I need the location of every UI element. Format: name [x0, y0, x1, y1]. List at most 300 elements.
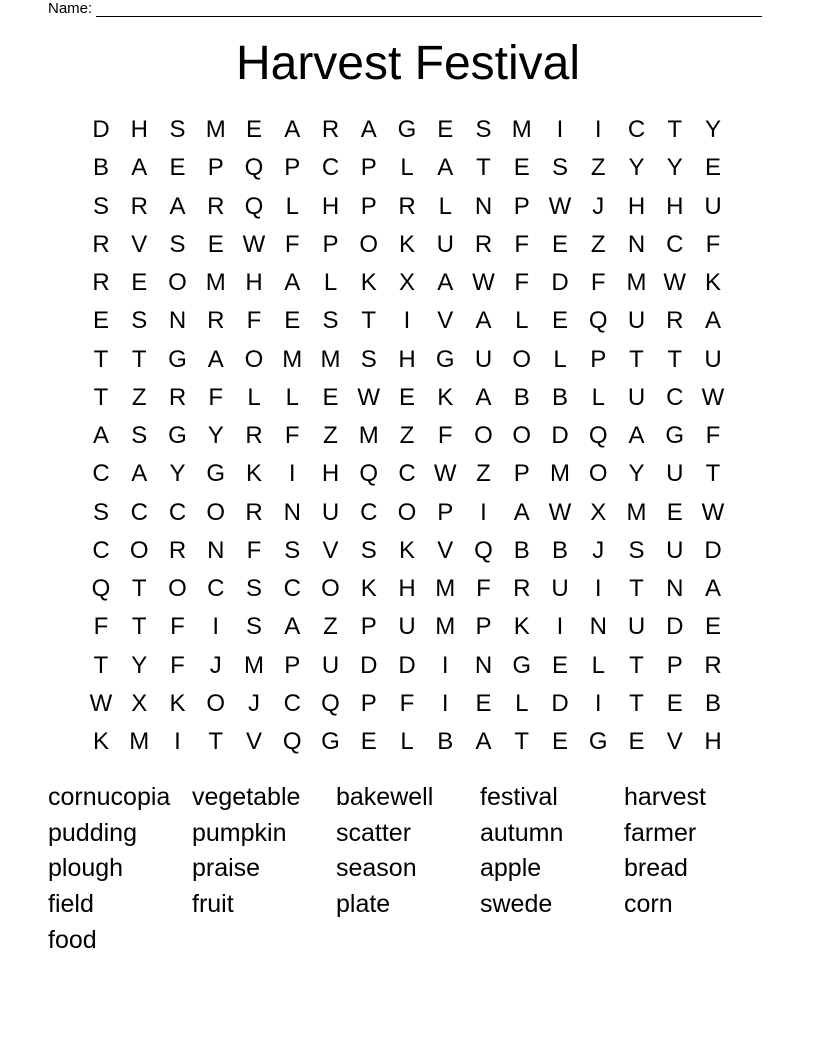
- grid-letter: R: [666, 307, 684, 335]
- grid-letter: J: [592, 192, 605, 220]
- grid-letter: V: [666, 728, 683, 755]
- grid-letter: E: [628, 728, 645, 755]
- grid-letter: A: [131, 460, 148, 488]
- grid-letter: L: [515, 689, 529, 717]
- grid-letter: I: [556, 613, 564, 641]
- grid-letter: S: [169, 230, 186, 258]
- grid-letter: U: [551, 575, 569, 602]
- grid-letter: Y: [131, 651, 148, 679]
- name-label: Name:: [48, 0, 93, 17]
- grid-letter: F: [705, 230, 721, 258]
- grid-letter: G: [168, 422, 187, 449]
- grid-letter: G: [206, 460, 226, 488]
- grid-letter: F: [705, 422, 721, 449]
- grid-letter: S: [360, 536, 377, 564]
- grid-letter: R: [704, 651, 722, 679]
- grid-letter: O: [397, 498, 417, 526]
- grid-letter: Z: [399, 422, 415, 449]
- grid-letter: E: [398, 383, 415, 411]
- grid-letter: W: [548, 192, 572, 220]
- grid-letter: N: [168, 307, 187, 335]
- grid-letter: M: [205, 116, 226, 143]
- grid-letter: E: [475, 689, 492, 717]
- grid-letter: K: [704, 269, 721, 296]
- grid-letter: E: [322, 383, 339, 411]
- grid-letter: O: [206, 689, 226, 717]
- grid-letter: P: [322, 230, 339, 258]
- grid-letter: Z: [323, 422, 338, 449]
- grid-letter: B: [513, 383, 530, 411]
- grid-letter: U: [321, 498, 340, 526]
- grid-letter: T: [629, 689, 644, 717]
- word-list-item: festival: [480, 783, 558, 811]
- grid-letter: R: [168, 383, 187, 411]
- grid-letter: H: [130, 116, 148, 143]
- page-title: Harvest Festival: [235, 37, 581, 90]
- grid-letter: I: [174, 728, 181, 755]
- grid-letter: A: [475, 383, 492, 411]
- grid-letter: L: [591, 383, 605, 411]
- grid-letter: M: [626, 269, 647, 296]
- grid-letter: O: [512, 422, 532, 449]
- grid-letter: C: [168, 498, 187, 526]
- grid-letter: M: [282, 345, 303, 373]
- grid-letter: F: [208, 383, 224, 411]
- grid-letter: A: [513, 498, 530, 526]
- grid-letter: P: [360, 689, 377, 717]
- grid-letter: X: [398, 269, 415, 296]
- grid-letter: H: [321, 192, 340, 220]
- grid-letter: H: [398, 575, 416, 602]
- grid-letter: I: [212, 613, 220, 641]
- grid-letter: A: [437, 269, 454, 296]
- grid-letter: W: [242, 230, 266, 258]
- grid-letter: K: [92, 728, 109, 755]
- grid-letter: B: [437, 728, 454, 755]
- word-list-item: bakewell: [336, 783, 434, 811]
- grid-letter: Z: [476, 460, 491, 488]
- grid-letter: S: [92, 192, 109, 220]
- grid-letter: A: [131, 154, 148, 182]
- grid-letter: I: [441, 651, 449, 679]
- grid-letter: L: [515, 307, 529, 335]
- grid-letter: G: [512, 651, 532, 679]
- grid-letter: O: [168, 575, 187, 602]
- grid-letter: U: [436, 230, 454, 258]
- grid-letter: L: [553, 345, 567, 373]
- grid-letter: T: [705, 460, 721, 488]
- grid-letter: R: [207, 307, 225, 335]
- grid-letter: G: [397, 116, 417, 143]
- grid-letter: F: [246, 307, 262, 335]
- grid-letter: M: [129, 728, 150, 755]
- grid-letter: R: [92, 269, 110, 296]
- grid-letter: E: [666, 689, 683, 717]
- grid-letter: K: [245, 460, 262, 488]
- grid-letter: M: [511, 116, 532, 143]
- grid-letter: A: [704, 575, 721, 602]
- grid-letter: N: [283, 498, 301, 526]
- grid-letter: O: [474, 422, 493, 449]
- grid-letter: U: [321, 651, 340, 679]
- grid-letter: U: [704, 192, 722, 220]
- grid-letter: K: [398, 536, 415, 564]
- grid-letter: P: [284, 154, 301, 182]
- grid-letter: Y: [169, 460, 186, 488]
- grid-letter: S: [245, 575, 262, 602]
- grid-letter: N: [589, 613, 607, 641]
- grid-letter: Q: [244, 154, 264, 182]
- grid-letter: R: [321, 116, 340, 143]
- grid-letter: A: [704, 307, 721, 335]
- grid-letter: X: [131, 689, 148, 717]
- grid-letter: D: [666, 613, 684, 641]
- grid-letter: N: [627, 230, 646, 258]
- grid-letter: N: [666, 575, 684, 602]
- grid-letter: Y: [628, 154, 645, 182]
- grid-letter: P: [360, 613, 377, 641]
- grid-letter: S: [169, 116, 186, 143]
- grid-letter: E: [207, 230, 224, 258]
- grid-letter: T: [629, 651, 644, 679]
- grid-letter: T: [667, 116, 683, 143]
- grid-letter: D: [551, 269, 569, 296]
- grid-letter: D: [551, 689, 569, 717]
- grid-letter: V: [437, 307, 454, 335]
- word-list-item: field: [48, 890, 94, 919]
- grid-letter: P: [513, 192, 530, 220]
- grid-letter: T: [629, 345, 644, 373]
- grid-letter: M: [550, 460, 570, 488]
- grid-letter: B: [513, 536, 530, 564]
- grid-letter: T: [667, 345, 683, 373]
- grid-letter: Q: [282, 728, 302, 755]
- grid-letter: R: [207, 192, 225, 220]
- grid-letter: F: [514, 269, 530, 296]
- grid-letter: P: [284, 651, 301, 679]
- grid-letter: C: [360, 498, 378, 526]
- grid-letter: W: [472, 269, 495, 296]
- grid-letter: T: [131, 345, 147, 373]
- grid-letter: A: [284, 613, 301, 641]
- grid-letter: I: [594, 689, 602, 717]
- grid-letter: G: [665, 422, 685, 449]
- grid-letter: C: [627, 116, 646, 143]
- word-list-item: pumpkin: [192, 818, 287, 847]
- grid-letter: O: [359, 230, 379, 258]
- grid-letter: S: [284, 536, 301, 564]
- grid-letter: W: [89, 689, 113, 717]
- grid-letter: Y: [666, 154, 683, 182]
- grid-letter: M: [320, 345, 341, 373]
- grid-letter: Z: [131, 383, 147, 411]
- grid-letter: O: [588, 460, 608, 488]
- grid-letter: B: [551, 383, 568, 411]
- grid-letter: Q: [321, 689, 340, 717]
- grid-letter: S: [131, 422, 148, 449]
- grid-letter: V: [322, 536, 339, 564]
- grid-letter: I: [480, 498, 487, 526]
- grid-letter: E: [666, 498, 683, 526]
- grid-letter: C: [398, 460, 416, 488]
- grid-letter: D: [92, 116, 110, 143]
- grid-letter: E: [704, 613, 721, 641]
- grid-letter: J: [592, 536, 605, 564]
- grid-letter: S: [92, 498, 109, 526]
- grid-letter: F: [246, 536, 262, 564]
- grid-letter: P: [590, 345, 607, 373]
- grid-letter: V: [245, 728, 262, 755]
- word-list-item: vegetable: [192, 783, 301, 811]
- grid-letter: Y: [207, 422, 224, 449]
- grid-letter: L: [400, 728, 414, 755]
- grid-letter: B: [92, 154, 109, 182]
- grid-letter: P: [666, 651, 683, 679]
- grid-letter: I: [403, 307, 411, 335]
- grid-letter: T: [93, 383, 109, 411]
- word-list-item: cornucopia: [48, 783, 171, 811]
- grid-letter: P: [207, 154, 224, 182]
- grid-letter: C: [207, 575, 225, 602]
- grid-letter: N: [207, 536, 225, 564]
- word-list-item: season: [336, 854, 417, 883]
- grid-letter: F: [93, 613, 109, 641]
- grid-letter: U: [666, 536, 684, 564]
- grid-letter: B: [551, 536, 568, 564]
- grid-letter: H: [666, 192, 684, 220]
- grid-letter: C: [283, 575, 301, 602]
- grid-letter: G: [321, 728, 340, 755]
- grid-letter: E: [551, 230, 568, 258]
- grid-letter: E: [245, 116, 262, 143]
- grid-letter: Q: [244, 192, 264, 220]
- grid-letter: M: [626, 498, 647, 526]
- grid-letter: X: [590, 498, 607, 526]
- grid-letter: G: [588, 728, 608, 755]
- grid-letter: C: [666, 230, 684, 258]
- grid-letter: E: [92, 307, 109, 335]
- word-list-item: praise: [192, 854, 261, 883]
- grid-letter: K: [437, 383, 454, 411]
- grid-letter: Z: [590, 154, 606, 182]
- grid-letter: L: [285, 192, 299, 220]
- grid-letter: C: [666, 383, 684, 411]
- grid-letter: F: [284, 230, 300, 258]
- grid-letter: U: [666, 460, 684, 488]
- grid-letter: O: [321, 575, 340, 602]
- grid-letter: S: [245, 613, 262, 641]
- word-list-item: swede: [480, 890, 553, 919]
- grid-letter: O: [168, 269, 187, 296]
- word-list-item: autumn: [480, 818, 564, 847]
- grid-letter: P: [360, 192, 377, 220]
- grid-letter: A: [284, 269, 301, 296]
- grid-letter: R: [130, 192, 148, 220]
- grid-letter: T: [208, 728, 224, 755]
- grid-letter: P: [360, 154, 377, 182]
- grid-letter: P: [437, 498, 454, 526]
- grid-letter: M: [244, 651, 264, 679]
- grid-letter: I: [556, 116, 564, 143]
- grid-letter: F: [590, 269, 606, 296]
- name-blank-line: [96, 1, 762, 17]
- grid-letter: Y: [628, 460, 645, 488]
- grid-letter: T: [131, 575, 147, 602]
- grid-letter: W: [357, 383, 381, 411]
- grid-letter: C: [283, 689, 301, 717]
- grid-letter: U: [627, 613, 646, 641]
- grid-letter: Z: [323, 613, 338, 641]
- grid-letter: U: [627, 307, 646, 335]
- word-list-item: scatter: [336, 818, 412, 847]
- grid-letter: A: [360, 116, 377, 143]
- grid-letter: J: [209, 651, 222, 679]
- grid-letter: L: [285, 383, 299, 411]
- grid-letter: T: [361, 307, 377, 335]
- grid-letter: B: [704, 689, 721, 717]
- grid-letter: T: [476, 154, 491, 182]
- name-field: [48, 0, 762, 17]
- grid-letter: Q: [474, 536, 493, 564]
- grid-letter: K: [398, 230, 415, 258]
- word-list-item: plough: [48, 854, 124, 883]
- grid-letter: H: [704, 728, 722, 755]
- grid-letter: R: [245, 422, 263, 449]
- grid-letter: T: [131, 613, 147, 641]
- grid-letter: Q: [588, 422, 608, 449]
- grid-letter: M: [435, 575, 456, 602]
- grid-letter: H: [245, 269, 263, 296]
- grid-letter: Q: [359, 460, 379, 488]
- word-list-item: farmer: [624, 818, 697, 847]
- grid-letter: L: [247, 383, 261, 411]
- grid-letter: F: [437, 422, 453, 449]
- grid-letter: U: [704, 345, 722, 373]
- grid-letter: N: [474, 651, 493, 679]
- grid-letter: S: [360, 345, 377, 373]
- grid-letter: F: [476, 575, 491, 602]
- grid-letter: O: [244, 345, 264, 373]
- grid-letter: V: [437, 536, 454, 564]
- grid-letter: R: [513, 575, 531, 602]
- grid-letter: C: [130, 498, 148, 526]
- grid-letter: K: [360, 575, 377, 602]
- grid-letter: F: [399, 689, 415, 717]
- word-list-item: pudding: [48, 818, 137, 847]
- grid-letter: T: [93, 651, 109, 679]
- grid-letter: C: [92, 460, 110, 488]
- grid-letter: S: [628, 536, 645, 564]
- grid-letter: L: [591, 651, 605, 679]
- grid-letter: S: [475, 116, 492, 143]
- grid-letter: Q: [91, 575, 111, 602]
- grid-letter: E: [551, 307, 568, 335]
- grid-letter: F: [170, 613, 185, 641]
- grid-letter: E: [131, 269, 148, 296]
- grid-letter: E: [551, 728, 568, 755]
- grid-letter: Y: [704, 116, 721, 143]
- grid-letter: U: [398, 613, 416, 641]
- grid-letter: K: [169, 689, 186, 717]
- grid-letter: A: [475, 307, 492, 335]
- word-list-item: plate: [336, 890, 391, 919]
- grid-letter: A: [628, 422, 645, 449]
- grid-letter: O: [206, 498, 226, 526]
- grid-letter: R: [92, 230, 110, 258]
- grid-letter: G: [168, 345, 187, 373]
- grid-letter: E: [551, 651, 568, 679]
- word-list-item: bread: [624, 854, 688, 883]
- grid-letter: R: [474, 230, 493, 258]
- grid-letter: I: [288, 460, 296, 488]
- grid-letter: T: [514, 728, 530, 755]
- grid-letter: L: [323, 269, 338, 296]
- grid-letter: S: [131, 307, 148, 335]
- grid-letter: M: [435, 613, 456, 641]
- grid-letter: W: [701, 498, 725, 526]
- grid-letter: A: [169, 192, 186, 220]
- grid-letter: G: [435, 345, 455, 373]
- grid-letter: E: [513, 154, 530, 182]
- grid-letter: Z: [590, 230, 606, 258]
- grid-letter: H: [321, 460, 340, 488]
- grid-letter: L: [400, 154, 414, 182]
- grid-letter: W: [701, 383, 725, 411]
- grid-letter: E: [360, 728, 377, 755]
- grid-letter: D: [360, 651, 378, 679]
- grid-letter: S: [551, 154, 568, 182]
- grid-letter: F: [284, 422, 300, 449]
- grid-letter: T: [629, 575, 644, 602]
- grid-letter: O: [512, 345, 532, 373]
- grid-letter: O: [129, 536, 149, 564]
- grid-letter: A: [207, 345, 224, 373]
- grid-letter: A: [284, 116, 301, 143]
- grid-letter: H: [627, 192, 646, 220]
- grid-letter: K: [360, 269, 377, 296]
- grid-letter: E: [437, 116, 454, 143]
- grid-letter: L: [438, 192, 452, 220]
- grid-letter: E: [284, 307, 301, 335]
- grid-letter: D: [704, 536, 722, 564]
- grid-letter: R: [168, 536, 187, 564]
- grid-letter: I: [594, 116, 602, 143]
- grid-letter: I: [594, 575, 602, 602]
- grid-letter: R: [245, 498, 263, 526]
- grid-letter: Q: [588, 307, 608, 335]
- grid-letter: T: [93, 345, 109, 373]
- word-list-item: fruit: [192, 890, 234, 919]
- grid-letter: W: [433, 460, 457, 488]
- grid-letter: E: [169, 154, 186, 182]
- grid-letter: E: [704, 154, 721, 182]
- word-list-item: food: [48, 925, 97, 954]
- grid-letter: A: [437, 154, 454, 182]
- grid-letter: A: [475, 728, 492, 755]
- grid-letter: C: [321, 154, 340, 182]
- grid-letter: F: [514, 230, 530, 258]
- grid-letter: P: [475, 613, 492, 641]
- grid-letter: V: [131, 230, 148, 258]
- grid-letter: M: [205, 269, 226, 296]
- grid-letter: I: [441, 689, 449, 717]
- grid-letter: C: [92, 536, 110, 564]
- grid-letter: P: [513, 460, 530, 488]
- grid-letter: J: [248, 689, 260, 717]
- grid-letter: R: [398, 192, 416, 220]
- grid-letter: A: [92, 422, 109, 449]
- grid-letter: H: [398, 345, 416, 373]
